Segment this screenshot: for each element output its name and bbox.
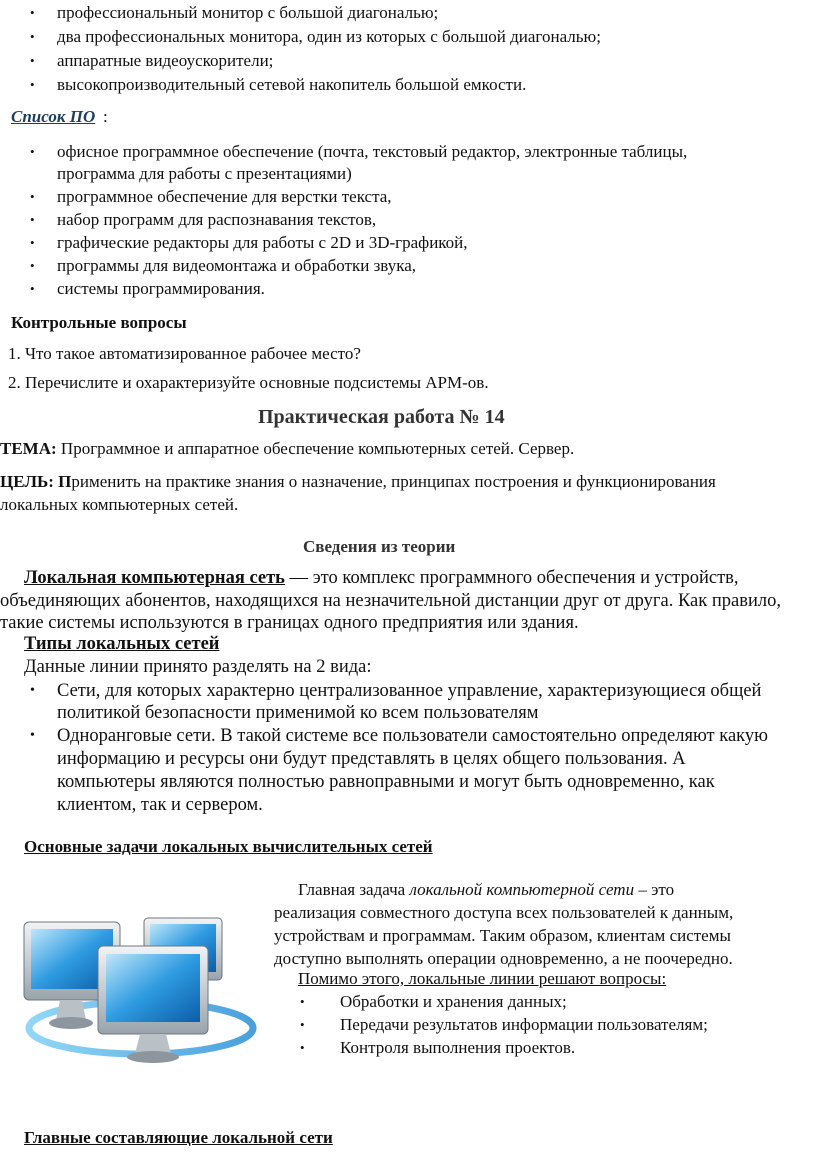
goal-text: рименить на практике знания о назначение, принципах построения и функционирования bbox=[71, 472, 716, 491]
question-item: 2. Перечислите и охарактеризуйте основные подсистемы АРМ-ов. bbox=[8, 373, 489, 392]
lan-text: — это комплекс программного обеспечения и устройств, bbox=[284, 568, 739, 588]
heading-colon: : bbox=[103, 107, 108, 126]
tasks-para-line: устройствам и программам. Таким образом, клиентам системы bbox=[274, 926, 731, 945]
list-item: Контроля выполнения проектов. bbox=[340, 1038, 576, 1057]
list-item: Одноранговые сети. В такой системе все пользователи самостоятельно определяют какую bbox=[57, 726, 768, 746]
tasks-para-line: реализация совместного доступа всех пользователей к данным, bbox=[274, 903, 734, 922]
goal-line bbox=[0, 470, 716, 493]
list-item: высокопроизводительный сетевой накопитель большой емкости. bbox=[57, 75, 527, 94]
list-item: программное обеспечение для верстки текста, bbox=[57, 187, 392, 206]
question-item: 1. Что такое автоматизированное рабочее место? bbox=[8, 344, 361, 363]
theory-heading: Сведения из теории bbox=[303, 537, 456, 556]
topic-label: ТЕМА: bbox=[0, 439, 57, 458]
bullet: • bbox=[300, 1017, 305, 1032]
tasks-para-italic: локальной компьютерной сети bbox=[409, 880, 635, 899]
lan-term: Локальная компьютерная сеть bbox=[24, 568, 285, 588]
bullet: • bbox=[30, 5, 35, 20]
types-intro: Данные линии принято разделять на 2 вида: bbox=[24, 657, 372, 677]
software-heading: Список ПО bbox=[11, 107, 96, 126]
goal-label: ЦЕЛЬ: П bbox=[0, 472, 72, 491]
list-item: Передачи результатов информации пользователям; bbox=[340, 1015, 708, 1034]
bullet: • bbox=[30, 53, 35, 68]
list-item-continuation: программа для работы с презентациями) bbox=[57, 164, 352, 183]
list-item-continuation: информацию и ресурсы они будут представлять в целях общего пользования. А bbox=[57, 749, 686, 769]
questions-heading: Контрольные вопросы bbox=[11, 313, 187, 332]
list-item-continuation: политикой безопасности применимой ко всем пользователям bbox=[57, 703, 539, 723]
topic-line bbox=[0, 437, 574, 460]
tasks-heading: Основные задачи локальных вычислительных сетей bbox=[24, 837, 433, 856]
bullet: • bbox=[30, 212, 35, 227]
bullet: • bbox=[30, 77, 35, 92]
bullet: • bbox=[30, 683, 35, 698]
list-item: профессиональный монитор с большой диагональю; bbox=[57, 3, 439, 22]
topic-text: Программное и аппаратное обеспечение компьютерных сетей. Сервер. bbox=[56, 439, 575, 458]
tasks-para-text: – это bbox=[634, 880, 675, 899]
network-computers-image bbox=[16, 900, 258, 1065]
types-heading: Типы локальных сетей bbox=[24, 634, 220, 654]
components-heading: Главные составляющие локальной сети bbox=[24, 1128, 333, 1147]
bullet: • bbox=[300, 1040, 305, 1055]
list-item-continuation: клиентом, так и сервером. bbox=[57, 795, 263, 815]
tasks-also: Помимо этого, локальные линии решают вопросы: bbox=[298, 969, 667, 988]
list-item: системы программирования. bbox=[57, 279, 265, 298]
list-item: графические редакторы для работы с 2D и 3D-графикой, bbox=[57, 233, 468, 252]
list-item: набор программ для распознавания текстов, bbox=[57, 210, 377, 229]
bullet: • bbox=[30, 728, 35, 743]
practical-title: Практическая работа № 14 bbox=[258, 406, 505, 428]
lan-text-line: такие системы используются в границах одного предприятия или здания. bbox=[0, 613, 579, 633]
bullet: • bbox=[30, 29, 35, 44]
goal-text-continuation: локальных компьютерных сетей. bbox=[0, 495, 239, 514]
bullet: • bbox=[30, 235, 35, 250]
tasks-para-line: доступно выполнять операции одновременно, а не поочередно. bbox=[274, 949, 733, 968]
tasks-para-first-line bbox=[298, 878, 674, 901]
list-item: Сети, для которых характерно централизованное управление, характеризующиеся общей bbox=[57, 681, 762, 701]
lan-definition bbox=[24, 566, 739, 590]
tasks-para-text: Главная задача bbox=[298, 880, 410, 899]
list-item: Обработки и хранения данных; bbox=[340, 992, 567, 1011]
list-item: программы для видеомонтажа и обработки звука, bbox=[57, 256, 417, 275]
list-item: два профессиональных монитора, один из которых с большой диагональю; bbox=[57, 27, 601, 46]
bullet: • bbox=[300, 994, 305, 1009]
bullet: • bbox=[30, 189, 35, 204]
list-item: аппаратные видеоускорители; bbox=[57, 51, 274, 70]
network-computers-icon bbox=[16, 900, 258, 1065]
bullet: • bbox=[30, 144, 35, 159]
bullet: • bbox=[30, 281, 35, 296]
list-item-continuation: компьютеры являются полностью равноправными и могут быть одновременно, как bbox=[57, 772, 715, 792]
list-item: офисное программное обеспечение (почта, текстовый редактор, электронные таблицы, bbox=[57, 142, 688, 161]
bullet: • bbox=[30, 258, 35, 273]
lan-text-line: объединяющих абонентов, находящихся на незначительной дистанции друг от друга. Как правило, bbox=[0, 591, 781, 611]
